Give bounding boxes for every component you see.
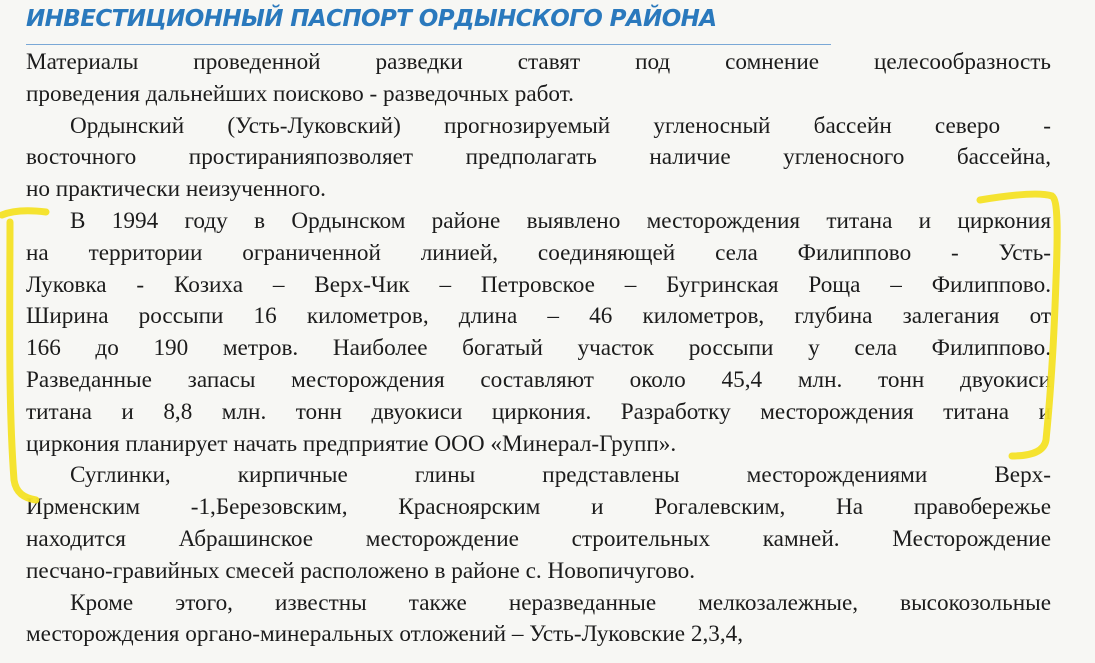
document-body bbox=[26, 47, 1051, 651]
text-line: Ирменским -1,Березовским, Красноярским и Рогалевским, На правобережье bbox=[26, 494, 1051, 521]
paragraph-1 bbox=[26, 47, 1051, 111]
document-header bbox=[26, 4, 1030, 44]
paragraph-5 bbox=[26, 588, 1051, 652]
text-line: титана и 8,8 млн. тонн двуокиси циркония. Разработку месторождения титана и bbox=[26, 398, 1051, 425]
header-divider bbox=[26, 44, 831, 45]
text-line: 166 до 190 метров. Наиболее богатый участок россыпи у села Филиппово. bbox=[26, 335, 1051, 362]
paragraph-3-highlighted bbox=[26, 206, 1051, 460]
text-line: на территории ограниченной линией, соединяющей села Филиппово - Усть- bbox=[26, 239, 1051, 266]
text-line: Суглинки, кирпичные глины представлены месторождениями Верх- bbox=[70, 462, 1051, 489]
text-line: Разведанные запасы месторождения составляют около 45,4 млн. тонн двуокиси bbox=[26, 366, 1051, 393]
text-line: находится Абрашинское месторождение строительных камней. Месторождение bbox=[26, 525, 1051, 552]
page-title: ИНВЕСТИЦИОННЫЙ ПАСПОРТ ОРДЫНСКОГО РАЙОНА bbox=[26, 6, 717, 32]
text-line: В 1994 году в Ордынском районе выявлено месторождения титана и циркония bbox=[70, 207, 1051, 234]
text-line: Кроме этого, известны также неразведанные мелкозалежные, высокозольные bbox=[70, 589, 1051, 616]
text-line: Ширина россыпи 16 километров, длина – 46 километров, глубина залегания от bbox=[26, 303, 1051, 330]
text-line: циркония планирует начать предприятие ООО «Минерал-Групп». bbox=[26, 430, 677, 457]
paragraph-4 bbox=[26, 460, 1051, 587]
text-line: Материалы проведенной разведки ставят под сомнение целесообразность bbox=[26, 49, 1051, 75]
text-line: Луковка - Козиха – Верх-Чик – Петровское – Бугринская Роща – Филиппово. bbox=[26, 271, 1051, 298]
text-line: Ордынский (Усть-Луковский) прогнозируемый угленосный бассейн северо - bbox=[70, 112, 1051, 139]
text-line: восточного простиранияпозволяет предполагать наличие угленосного бассейна, bbox=[26, 144, 1051, 171]
text-line: проведения дальнейших поисково - разведочных работ. bbox=[26, 80, 574, 107]
text-line: песчано-гравийных смесей расположено в районе с. Новопичугово. bbox=[26, 557, 696, 584]
paragraph-2 bbox=[26, 111, 1051, 206]
text-line: но практически неизученного. bbox=[26, 176, 326, 203]
text-line: месторождения органо-минеральных отложений – Усть-Луковские 2,3,4, bbox=[26, 621, 744, 648]
